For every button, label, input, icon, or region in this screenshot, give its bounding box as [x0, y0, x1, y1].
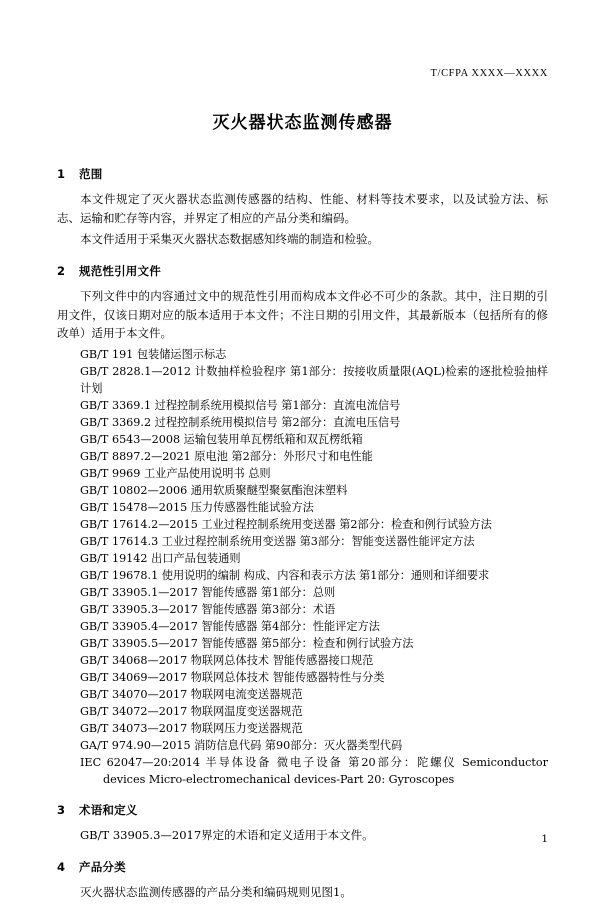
- document-body: [57, 152, 548, 904]
- reference-item: GB/T 34072—2017 物联网温度变送器规范: [80, 705, 303, 719]
- reference-item: GB/T 34073—2017 物联网压力变送器规范: [80, 722, 303, 736]
- reference-item: GB/T 6543—2008 运输包装用单瓦楞纸箱和双瓦楞纸箱: [80, 432, 363, 446]
- section-heading-3: [57, 802, 548, 818]
- reference-item: GB/T 3369.1 过程控制系统用模拟信号 第1部分：直流电流信号: [80, 398, 401, 412]
- reference-item: GB/T 19142 出口产品包装通则: [80, 551, 241, 565]
- page-number: 1: [541, 833, 548, 845]
- section-heading-4: [57, 859, 548, 875]
- section-heading-2: [57, 263, 548, 279]
- normative-references-list: [57, 346, 548, 788]
- reference-item: GB/T 34069—2017 物联网总体技术 智能传感器特性与分类: [80, 671, 385, 685]
- reference-item: GB/T 3369.2 过程控制系统用模拟信号 第2部分：直流电压信号: [80, 415, 401, 429]
- reference-item: GB/T 33905.5—2017 智能传感器 第5部分：检查和例行试验方法: [80, 637, 414, 651]
- reference-item: GB/T 17614.3 工业过程控制系统用变送器 第3部分：智能变送器性能评定方法: [80, 534, 475, 548]
- reference-item: GB/T 9969 工业产品使用说明书 总则: [80, 466, 271, 480]
- reference-item: GB/T 2828.1—2012 计数抽样检验程序 第1部分：按接收质量限(AQL)检索的逐批检验抽样计划: [80, 364, 548, 395]
- section-number-2: 2: [57, 263, 66, 278]
- reference-item: GB/T 34070—2017 物联网电流变送器规范: [80, 688, 303, 702]
- section-title-3: 术语和定义: [79, 803, 138, 818]
- section-4-paragraph-1: 灭火器状态监测传感器的产品分类和编码规则见图1。: [80, 884, 352, 899]
- reference-item: GB/T 33905.1—2017 智能传感器 第1部分：总则: [80, 585, 336, 599]
- reference-item: GB/T 33905.4—2017 智能传感器 第4部分：性能评定方法: [80, 620, 380, 633]
- reference-item: GB/T 19678.1 使用说明的编制 构成、内容和表示方法 第1部分：通则和详细要求: [80, 568, 490, 582]
- reference-item: GB/T 191 包装储运图示标志: [80, 347, 227, 361]
- section-heading-1: [57, 166, 548, 182]
- reference-item: GA/T 974.90—2015 消防信息代码 第90部分：灭火器类型代码: [80, 739, 403, 753]
- section-title-1: 范围: [79, 167, 103, 181]
- page-title: 灭火器状态监测传感器: [212, 113, 393, 133]
- reference-item: GB/T 8897.2—2021 原电池 第2部分：外形尺寸和电性能: [80, 449, 373, 463]
- section-3-paragraph-1: GB/T 33905.3—2017界定的术语和定义适用于本文件。: [80, 828, 374, 843]
- document-code: T/CFPA XXXX—XXXX: [430, 68, 548, 79]
- reference-item: IEC 62047—20:2014 半导体设备 微电子设备 第20部分：陀螺仪 Semiconductor devices Micro-electromechanical devices-Part 20: Gyroscopes: [80, 756, 548, 787]
- reference-item: GB/T 34068—2017 物联网总体技术 智能传感器接口规范: [80, 654, 374, 668]
- section-title-4: 产品分类: [79, 859, 126, 874]
- section-title-2: 规范性引用文件: [79, 263, 161, 278]
- reference-item: GB/T 33905.3—2017 智能传感器 第3部分：术语: [80, 602, 336, 616]
- section-2-paragraph-1: 下列文件中的内容通过文中的规范性引用而构成本文件必不可少的条款。其中，注日期的引用文件，仅该日期对应的版本适用于本文件；不注日期的引用文件，其最新版本（包括所有的修改单）适用于本文件。: [57, 288, 548, 341]
- section-number-1: 1: [57, 167, 66, 181]
- section-1-paragraph-1: 本文件规定了灭火器状态监测传感器的结构、性能、材料等技术要求，以及试验方法、标志、运输和贮存等内容，并界定了相应的产品分类和编码。: [57, 192, 548, 225]
- reference-item: GB/T 10802—2006 通用软质聚醚型聚氨酯泡沫塑料: [80, 483, 348, 497]
- reference-item: GB/T 15478—2015 压力传感器性能试验方法: [80, 500, 314, 514]
- section-1-paragraph-2: 本文件适用于采集灭火器状态数据感知终端的制造和检验。: [80, 232, 379, 247]
- section-number-3: 3: [57, 803, 66, 818]
- section-number-4: 4: [57, 859, 66, 874]
- reference-item: GB/T 17614.2—2015 工业过程控制系统用变送器 第2部分：检查和例行试验方法: [80, 517, 492, 531]
